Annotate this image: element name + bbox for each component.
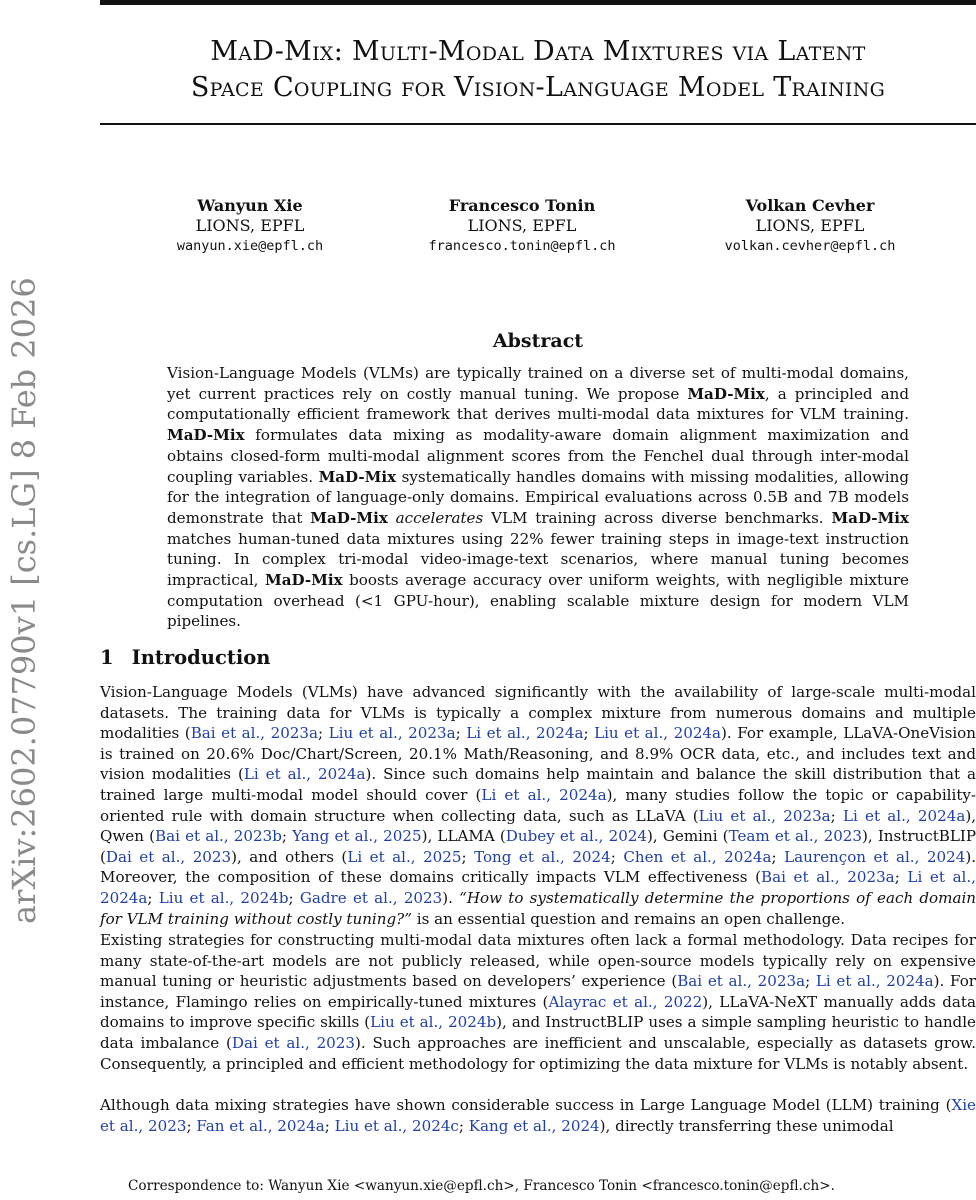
author-block: [100, 196, 400, 256]
citation-link[interactable]: Li et al., 2024a: [815, 972, 934, 991]
citation-link[interactable]: Bai et al., 2023a: [677, 972, 806, 991]
citation-link[interactable]: Chen et al., 2024a: [623, 847, 772, 866]
citation-link[interactable]: Liu et al., 2023a: [698, 806, 831, 825]
author-affiliation: LIONS, EPFL: [755, 216, 865, 235]
citation-link[interactable]: Li et al., 2024a: [466, 724, 584, 743]
citation-link[interactable]: Liu et al., 2024b: [370, 1013, 497, 1032]
intro-paragraph-1: Vision-Language Models (VLMs) have advanced significantly with the availability of large-scale multi-modal datasets. The training data for VLMs is typically a complex mixture from numerous domains and multiple modalities (Bai et al., 2023a; Liu et al., 2023a; Li et al., 2024a; Liu et al., 2024a). For example, LLaVA-OneVision is trained on 20.6% Doc/Chart/Screen, 20.1% Math/Reasoning, and 8.9% OCR data, etc., and includes text and vision modalities (Li et al., 2024a). Since such domains help maintain and balance the skill distribution that a trained large multi-modal model should cover (Li et al., 2024a), many studies follow the topic or capability-oriented rule with domain structure when collecting data, such as LLaVA (Liu et al., 2023a; Li et al., 2024a), Qwen (Bai et al., 2023b; Yang et al., 2025), LLAMA (Dubey et al., 2024), Gemini (Team et al., 2023), InstructBLIP (Dai et al., 2023), and others (Li et al., 2025; Tong et al., 2024; Chen et al., 2024a; Laurençon et al., 2024). Moreover, the composition of these domains critically impacts VLM effectiveness (Bai et al., 2023a; Li et al., 2024a; Liu et al., 2024b; Gadre et al., 2023). “How to systematically determine the proportions of each domain for VLM training without costly tuning?” is an essential question and remains an open challenge.: [100, 683, 976, 928]
method-name: MaD-Mix: [265, 571, 343, 590]
citation-link[interactable]: Tong et al., 2024: [474, 847, 611, 866]
citation-link[interactable]: Dubey et al., 2024: [505, 827, 648, 846]
author-email[interactable]: volkan.cevher@epfl.ch: [724, 238, 896, 254]
abstract-text: Vision-Language Models (VLMs) are typically trained on a diverse set of multi-modal domains, yet current practices rely on costly manual tuning. We propose MaD-Mix, a principled and computationally efficient framework that derives multi-modal data mixtures for VLM training. MaD-Mix formulates data mixing as modality-aware domain alignment maximization and obtains closed-form multi-modal alignment scores from the Fenchel dual through inter-modal coupling variables. MaD-Mix systematically handles domains with missing modalities, allowing for the integration of language-only domains. Empirical evaluations across 0.5B and 7B models demonstrate that MaD-Mix accelerates VLM training across diverse benchmarks. MaD-Mix matches human-tuned data mixtures using 22% fewer training steps in image-text instruction tuning. In complex tri-modal video-image-text scenarios, where manual tuning becomes impractical, MaD-Mix boosts average accuracy over uniform weights, with negligible mixture computation overhead (<1 GPU-hour), enabling scalable mixture design for modern VLM pipelines.: [167, 364, 910, 631]
citation-link[interactable]: Team et al., 2023: [728, 827, 862, 846]
title-line-1: MaD-Mix: Multi-Modal Data Mixtures via Latent: [210, 36, 866, 67]
citation-link[interactable]: Gadre et al., 2023: [299, 888, 443, 907]
author-name: Francesco Tonin: [448, 196, 596, 215]
title-bottom-rule: [100, 123, 976, 125]
section-heading-introduction: [100, 646, 270, 669]
intro-paragraph-2: Existing strategies for constructing multi-modal data mixtures often lack a formal methodology. Data recipes for many state-of-the-art models are not publicly released, while open-source models typically rely on expensive manual tuning or heuristic adjustments based on developers’ experience (Bai et al., 2023a; Li et al., 2024a). For instance, Flamingo relies on empirically-tuned mixtures (Alayrac et al., 2022), LLaVA-NeXT manually adds data domains to improve specific skills (Liu et al., 2024b), and InstructBLIP uses a simple sampling heuristic to handle data imbalance (Dai et al., 2023). Such approaches are inefficient and unscalable, especially as datasets grow. Consequently, a principled and efficient methodology for optimizing the data mixture for VLMs is notably absent.: [100, 931, 976, 1073]
section-number: 1: [100, 646, 114, 669]
citation-link[interactable]: Bai et al., 2023b: [155, 827, 282, 846]
method-name: MaD-Mix: [831, 508, 910, 527]
citation-link[interactable]: Li et al., 2024a: [243, 765, 366, 784]
section-title: Introduction: [131, 646, 271, 669]
emphasis: accelerates: [395, 508, 484, 527]
citation-link[interactable]: Fan et al., 2024a: [196, 1116, 325, 1135]
citation-link[interactable]: Liu et al., 2024c: [334, 1116, 459, 1135]
citation-link[interactable]: Kang et al., 2024: [468, 1116, 600, 1135]
citation-link[interactable]: Liu et al., 2024a: [594, 724, 722, 743]
citation-link[interactable]: Bai et al., 2023a: [760, 868, 895, 887]
method-name: MaD-Mix: [318, 467, 397, 486]
title-line-2: Space Coupling for Vision-Language Model Training: [190, 72, 886, 103]
author-block: [660, 196, 960, 256]
research-question: “How to systematically determine the proportions of each domain for VLM training without costly tuning?”: [100, 888, 976, 928]
citation-link[interactable]: Liu et al., 2024b: [158, 888, 289, 907]
author-email[interactable]: francesco.tonin@epfl.ch: [428, 238, 616, 254]
citation-link[interactable]: Dai et al., 2023: [231, 1033, 355, 1052]
author-name: Wanyun Xie: [197, 196, 303, 215]
citation-link[interactable]: Xie et al., 2023: [100, 1096, 976, 1135]
method-name: MaD-Mix: [167, 426, 245, 445]
author-affiliation: LIONS, EPFL: [467, 216, 577, 235]
author-name: Volkan Cevher: [745, 196, 875, 215]
citation-link[interactable]: Laurençon et al., 2024: [784, 847, 966, 866]
intro-paragraph-3: Although data mixing strategies have shown considerable success in Large Language Model (LLM) training (Xie et al., 2023; Fan et al., 2024a; Liu et al., 2024c; Kang et al., 2024), directly transferring these unimodal: [100, 1096, 976, 1135]
paper-title: [100, 34, 976, 106]
citation-link[interactable]: Li et al., 2025: [347, 847, 462, 866]
citation-link[interactable]: Yang et al., 2025: [292, 827, 422, 846]
method-name: MaD-Mix: [687, 384, 765, 403]
author-block: [372, 196, 672, 256]
arxiv-identifier: arXiv:2602.07790v1 [cs.LG] 8 Feb 2026: [5, 277, 43, 924]
citation-link[interactable]: Dai et al., 2023: [105, 847, 232, 866]
correspondence-footnote: Correspondence to: Wanyun Xie <wanyun.xie@epfl.ch>, Francesco Tonin <francesco.tonin@epfl.ch>.: [128, 1178, 835, 1194]
citation-link[interactable]: Li et al., 2024a: [100, 868, 976, 907]
citation-link[interactable]: Li et al., 2024a: [842, 806, 966, 825]
title-top-rule: [100, 0, 976, 5]
author-email[interactable]: wanyun.xie@epfl.ch: [176, 238, 324, 254]
citation-link[interactable]: Bai et al., 2023a: [190, 724, 319, 743]
citation-link[interactable]: Liu et al., 2023a: [328, 724, 456, 743]
method-name: MaD-Mix: [310, 508, 388, 527]
citation-link[interactable]: Alayrac et al., 2022: [548, 992, 703, 1011]
abstract-heading: Abstract: [492, 330, 584, 352]
author-affiliation: LIONS, EPFL: [195, 216, 305, 235]
citation-link[interactable]: Li et al., 2024a: [481, 785, 607, 804]
